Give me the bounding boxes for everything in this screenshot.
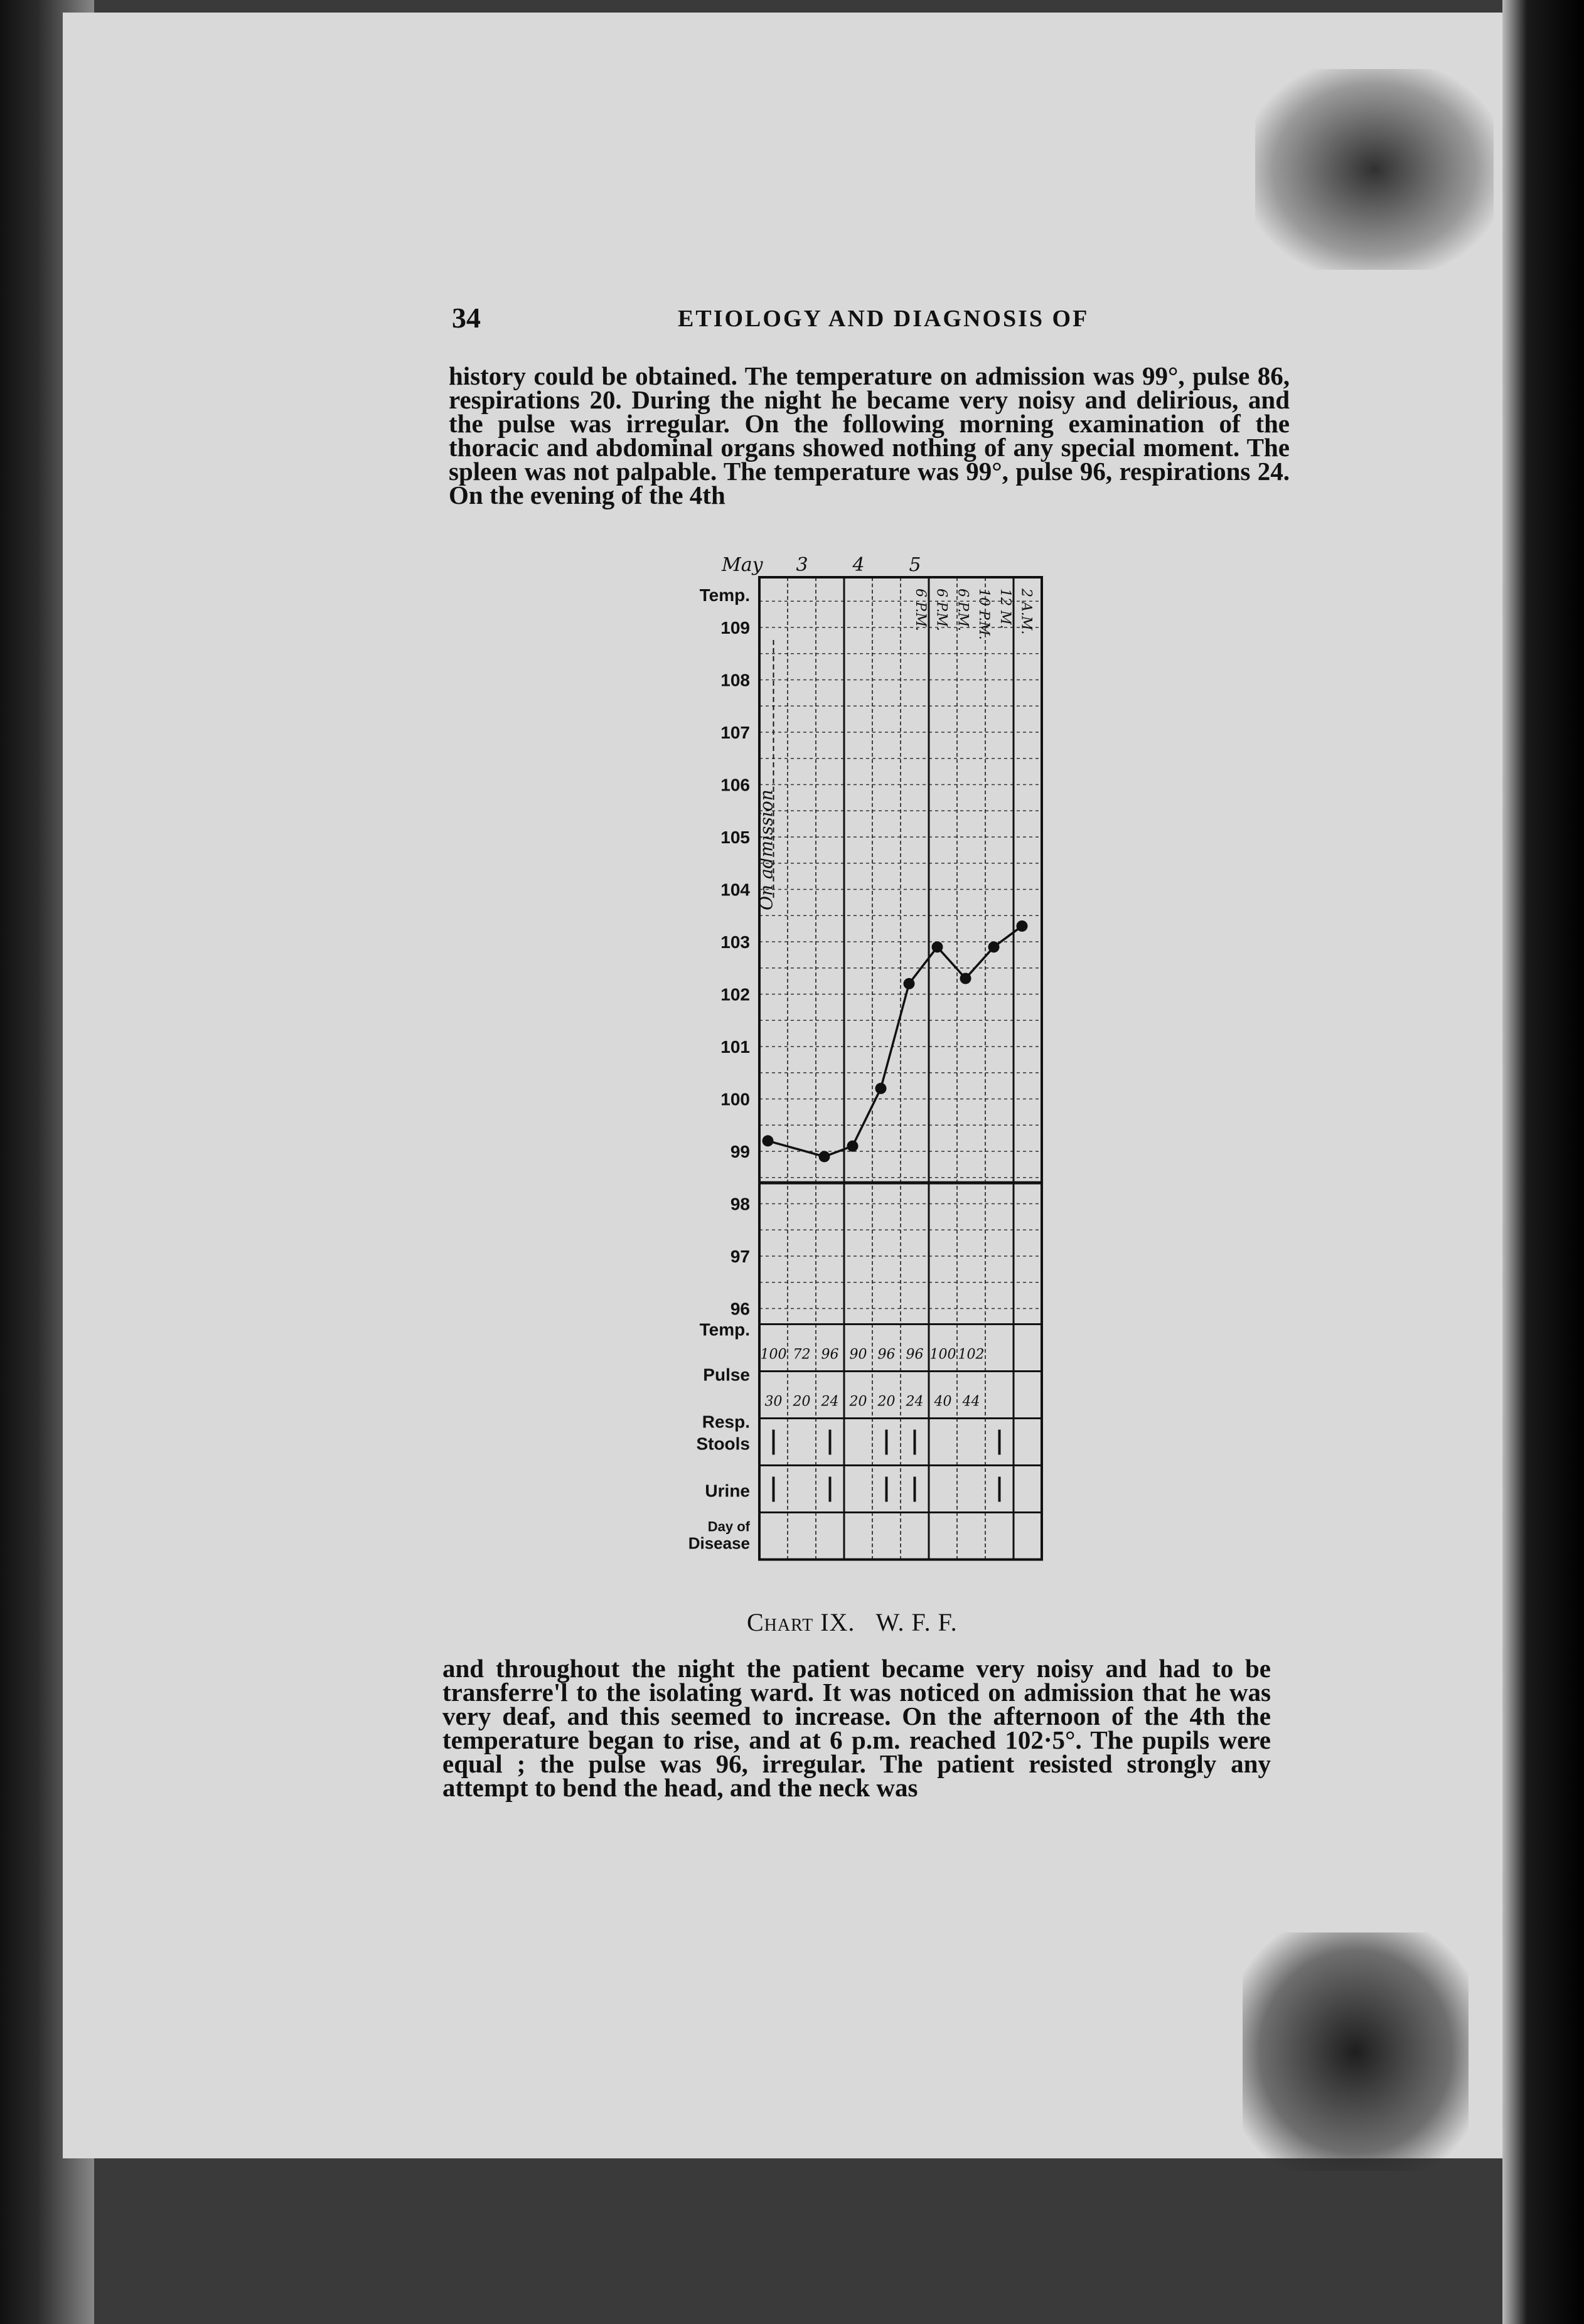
- paragraph-bottom: and throughout the night the patient became very noisy and had to be transferre'l to the isolating ward. It was noticed on admission that he was very deaf, and this seemed to increase. On the afternoon of the 4th the temperature began to rise, and at 6 p.m. reached 102·5°. The pupils were equal ; the pulse was 96, irregular. The patient resisted strongly any attempt to bend the head, and the neck was: [442, 1654, 1271, 1802]
- pulse-value: 100: [760, 1346, 787, 1363]
- resp-value: 30: [764, 1394, 783, 1410]
- y-tick-label: 107: [720, 723, 750, 742]
- time-label: 10 P.M.: [976, 589, 992, 640]
- chart-initials: W. F. F.: [875, 1608, 958, 1636]
- date-header-day: 5: [909, 554, 921, 576]
- row-label-stools: Stools: [696, 1434, 750, 1454]
- y-tick-label: 101: [720, 1037, 750, 1057]
- temperature-point: [904, 978, 915, 989]
- pulse-value: 96: [906, 1346, 924, 1363]
- y-tick-label: 100: [720, 1089, 750, 1109]
- y-tick-label: 103: [720, 932, 750, 952]
- resp-value: 44: [962, 1394, 980, 1410]
- admission-label: On admission: [756, 789, 777, 910]
- page-number: 34: [452, 302, 481, 334]
- row-label-urine: Urine: [705, 1481, 750, 1501]
- temperature-point: [960, 973, 971, 984]
- resp-value: 40: [934, 1394, 952, 1410]
- running-head: ETIOLOGY AND DIAGNOSIS OF: [678, 306, 1089, 332]
- pulse-value: 102: [958, 1346, 985, 1363]
- pulse-value: 90: [849, 1346, 867, 1363]
- page-right-edge: [1502, 0, 1584, 2324]
- y-tick-label: 106: [720, 775, 750, 795]
- pulse-value: 100: [929, 1346, 956, 1363]
- chart-label: Chart IX.: [747, 1608, 855, 1636]
- y-tick-label: 104: [720, 880, 750, 900]
- resp-value: 20: [877, 1394, 896, 1410]
- y-tick-label: 102: [720, 984, 750, 1005]
- pulse-value: 96: [821, 1346, 839, 1363]
- temperature-point: [875, 1083, 887, 1094]
- chart-svg: [628, 552, 1105, 1631]
- y-tick-label: 96: [730, 1299, 750, 1319]
- y-tick-label: 105: [720, 828, 750, 847]
- resp-value: 20: [849, 1394, 867, 1410]
- temperature-chart: [628, 552, 1105, 1631]
- date-header-month: May: [722, 554, 763, 576]
- pulse-value: 96: [877, 1346, 896, 1363]
- time-label: 12 M.: [997, 589, 1013, 629]
- y-tick-label: 97: [730, 1247, 750, 1266]
- page-header: [452, 301, 1287, 339]
- temperature-point: [932, 941, 943, 952]
- ink-smudge: [1255, 69, 1494, 270]
- ink-smudge: [1243, 1932, 1469, 2171]
- temperature-point: [763, 1135, 774, 1146]
- date-header-day: 3: [796, 554, 808, 576]
- temperature-line: [768, 926, 1022, 1156]
- resp-value: 24: [821, 1394, 839, 1410]
- y-tick-label: 99: [730, 1142, 750, 1161]
- temperature-point: [819, 1151, 830, 1162]
- date-header-day: 4: [852, 554, 865, 576]
- resp-value: 24: [906, 1394, 924, 1410]
- row-label-day-of: Day of: [707, 1518, 750, 1535]
- time-label: 2 A.M.: [1018, 589, 1034, 635]
- row-label-disease: Disease: [688, 1533, 750, 1553]
- row-label-pulse: Pulse: [703, 1365, 750, 1385]
- temperature-point: [1017, 920, 1028, 932]
- paragraph-top: history could be obtained. The temperature on admission was 99°, pulse 86, respirations 20. During the night he became very noisy and delirious, and the pulse was irregular. On the following morning examination of the thoracic and abdominal organs showed nothing of any special moment. The spleen was not palpable. The temperature was 99°, pulse 96, respirations 24. On the evening of the 4th: [449, 361, 1290, 509]
- time-label: 6 P.M.: [933, 589, 950, 631]
- time-label: 6 P.M.: [955, 589, 971, 631]
- pulse-value: 72: [793, 1346, 811, 1363]
- row-label-temp-top: Temp.: [699, 585, 750, 605]
- time-label: 6 P.M.: [912, 589, 928, 631]
- y-tick-label: 108: [720, 670, 750, 690]
- chart-caption: [747, 1607, 958, 1637]
- temperature-point: [847, 1141, 859, 1152]
- y-tick-label: 98: [730, 1194, 750, 1214]
- resp-value: 20: [793, 1394, 811, 1410]
- y-tick-label: 109: [720, 618, 750, 637]
- row-label-temp-bottom: Temp.: [699, 1319, 750, 1340]
- temperature-point: [988, 941, 1000, 952]
- row-label-resp: Resp.: [702, 1412, 750, 1432]
